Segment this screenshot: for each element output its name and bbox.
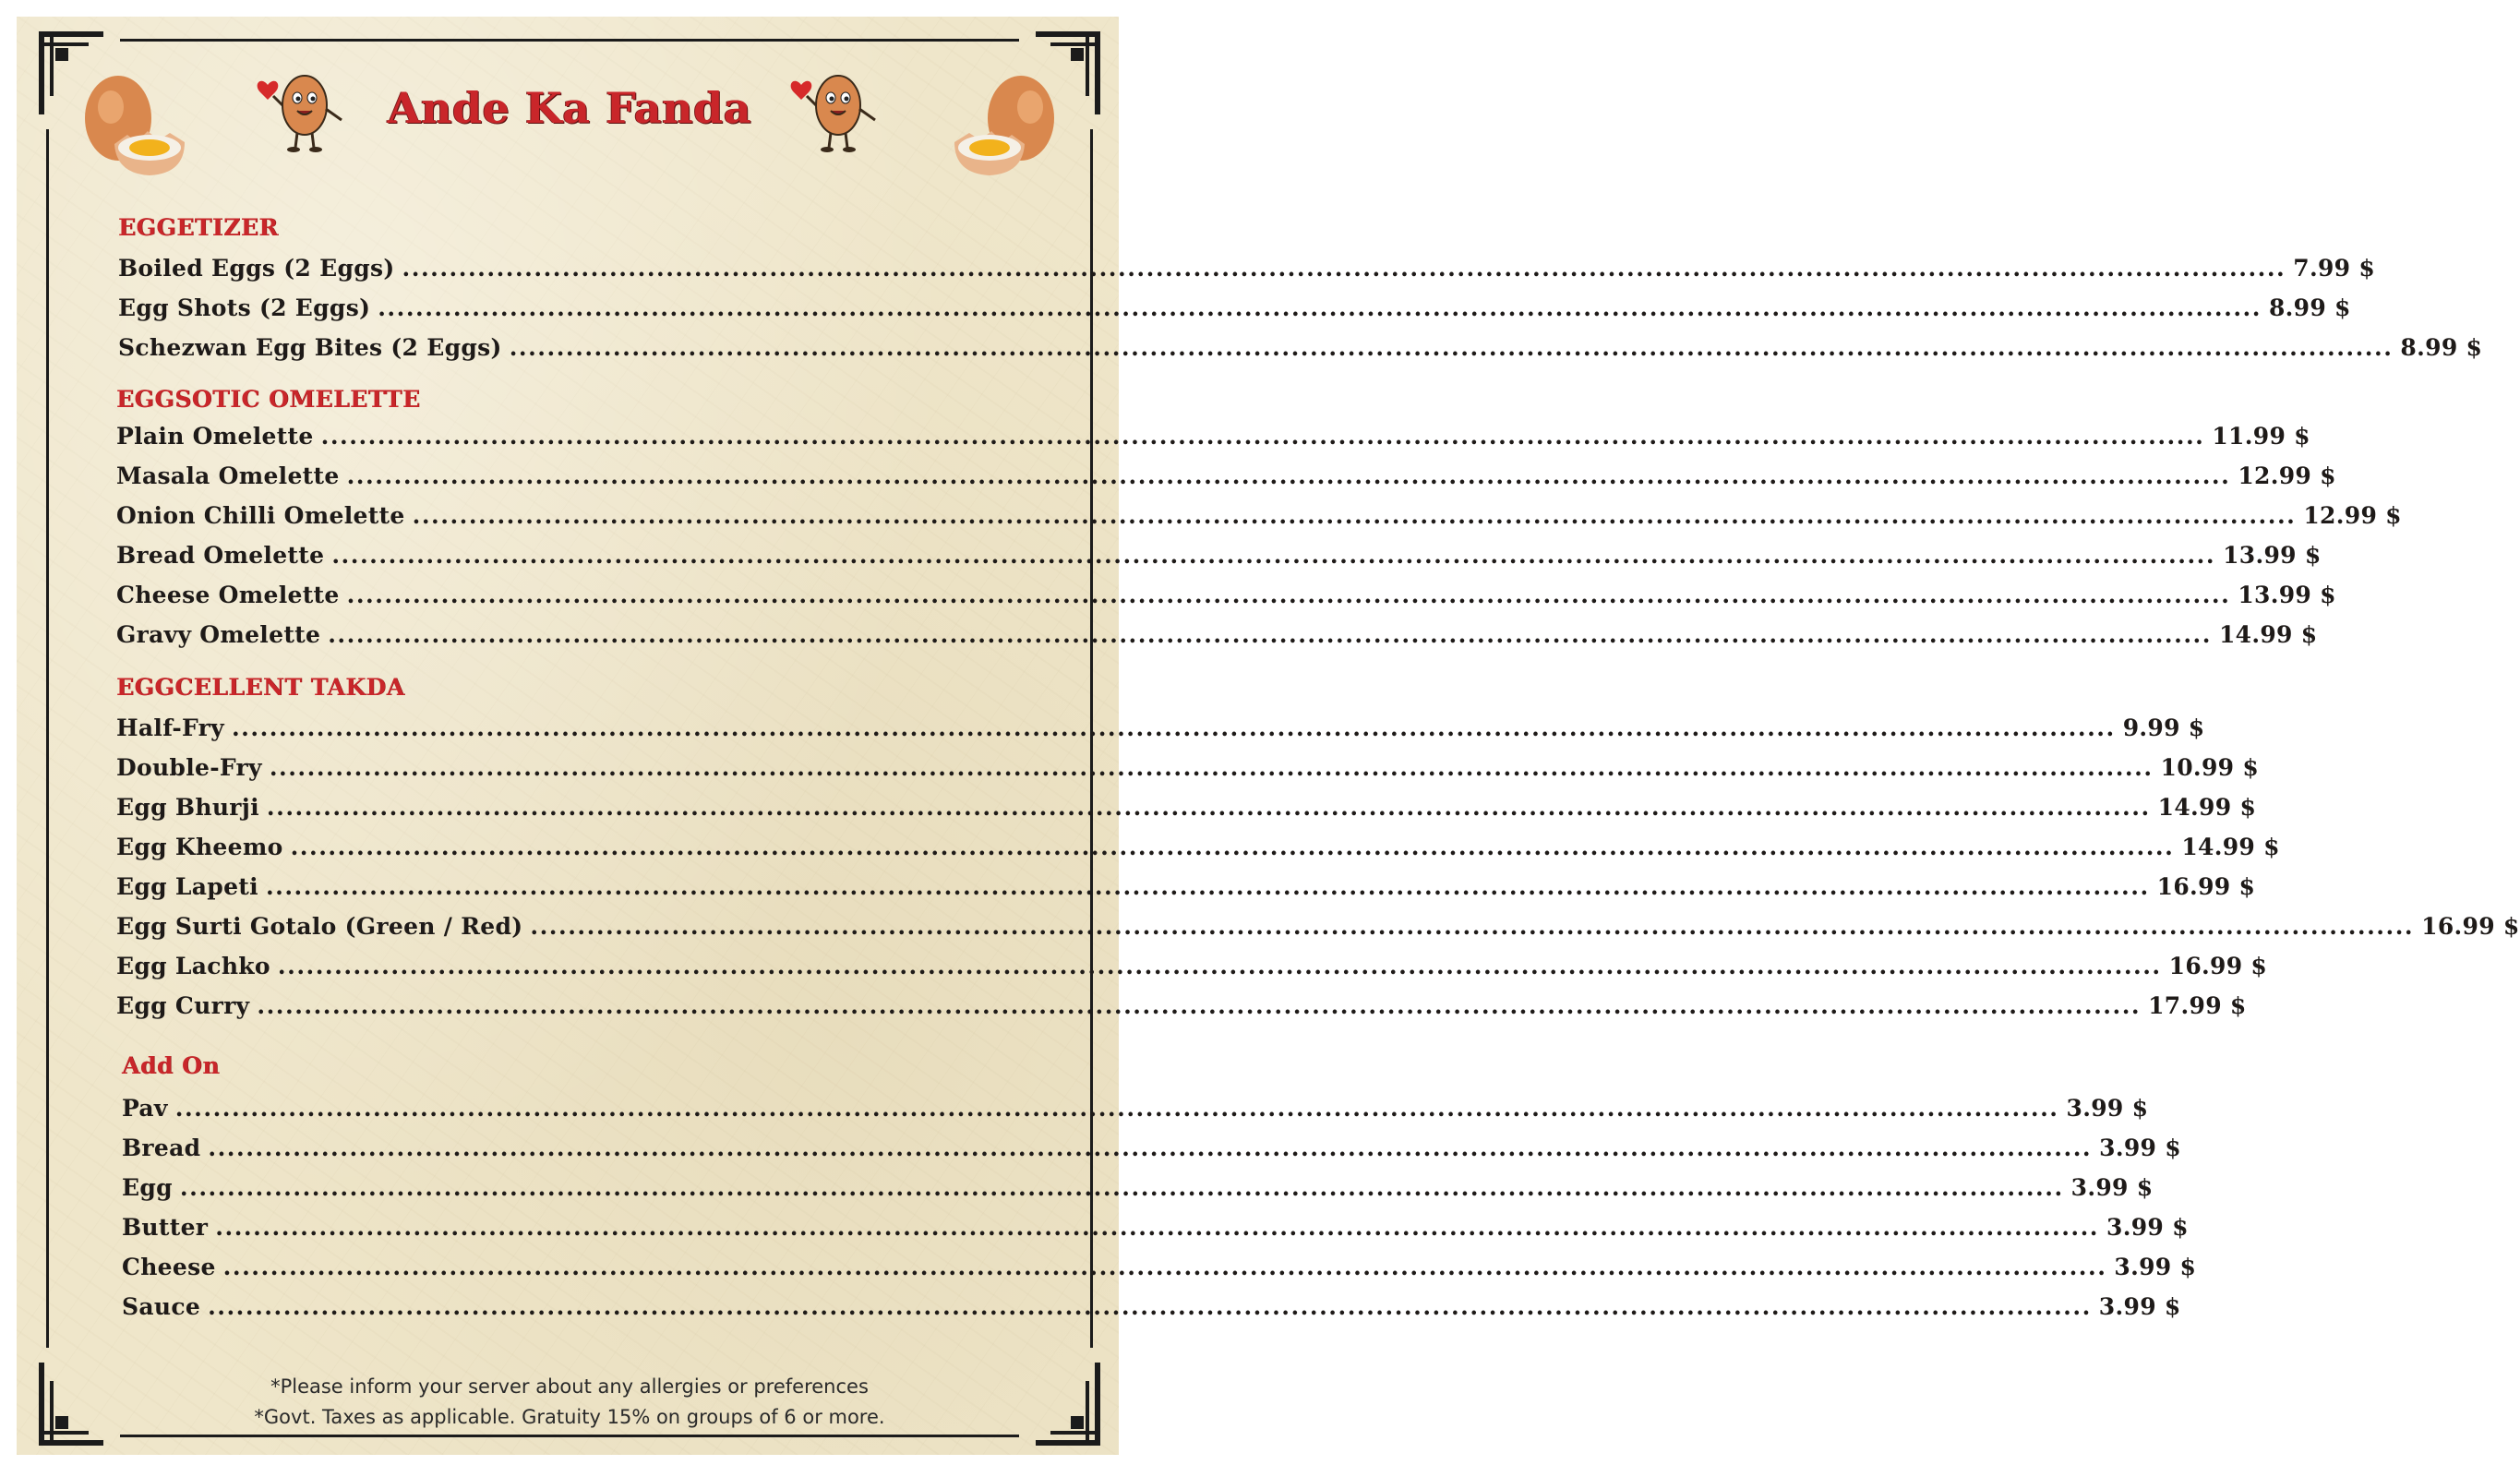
dot-leader: ........................................................................................................................................................................................................ [266,794,2151,821]
item-name: Egg Curry [116,992,250,1019]
menu-item [116,754,2260,786]
frame-left-line [46,129,49,1348]
dot-leader: ........................................................................................................................................................................................................ [222,1254,2107,1280]
menu-item [116,992,2247,1024]
item-name: Egg Shots (2 Eggs) [118,294,371,321]
item-price: 3.99 $ [2070,1174,2154,1201]
item-name: Gravy Omelette [116,621,321,648]
menu-item [116,953,2268,984]
menu-item [116,913,2520,944]
dot-leader: ........................................................................................................................................................................................................ [290,834,2175,860]
item-name: Egg Lachko [116,953,270,979]
dot-leader: ........................................................................................................................................................................................................ [257,992,2142,1019]
item-name: Egg Lapeti [116,873,258,900]
item-price: 3.99 $ [2106,1214,2189,1241]
item-price: 13.99 $ [2223,542,2322,569]
menu-item [122,1095,2149,1126]
menu-item [116,873,2256,905]
item-price: 17.99 $ [2148,992,2247,1019]
item-name: Boiled Eggs (2 Eggs) [118,255,395,282]
menu-item [118,334,2483,366]
item-name: Half-Fry [116,714,224,741]
item-name: Sauce [122,1293,201,1320]
item-price: 14.99 $ [2157,794,2257,821]
menu-item [116,794,2257,825]
dot-leader: ........................................................................................................................................................................................................ [530,913,2415,940]
item-name: Double-Fry [116,754,262,781]
section-title-add-on: Add On [122,1052,221,1079]
item-price: 16.99 $ [2168,953,2268,979]
item-price: 12.99 $ [2303,502,2402,529]
item-price: 16.99 $ [2156,873,2256,900]
dot-leader: ........................................................................................................................................................................................................ [208,1135,2093,1161]
item-name: Pav [122,1095,168,1122]
item-name: Onion Chilli Omelette [116,502,405,529]
dot-leader: ........................................................................................................................................................................................................ [346,462,2231,489]
dot-leader: ........................................................................................................................................................................................................ [402,255,2286,282]
section-title-eggsotic-omelette: EGGSOTIC OMELETTE [116,386,421,413]
frame-bottom-line [120,1435,1019,1437]
frame-top-line [120,39,1019,42]
item-price: 3.99 $ [2098,1293,2181,1320]
item-name: Masala Omelette [116,462,340,489]
menu-item [118,255,2376,286]
dot-leader: ........................................................................................................................................................................................................ [208,1293,2092,1320]
item-price: 3.99 $ [2066,1095,2149,1122]
menu-item [116,621,2318,653]
dot-leader: ........................................................................................................................................................................................................ [269,754,2154,781]
menu-item [116,582,2336,613]
item-price: 3.99 $ [2114,1254,2197,1280]
item-name: Bread [122,1135,201,1161]
menu-item [116,462,2336,494]
item-name: Egg Bhurji [116,794,259,821]
dot-leader: ........................................................................................................................................................................................................ [277,953,2162,979]
menu-item [122,1214,2189,1245]
item-name: Cheese Omelette [116,582,340,608]
section-title-eggcellent-takda: EGGCELLENT TAKDA [116,674,405,701]
menu-item [122,1293,2181,1325]
menu-item [122,1135,2181,1166]
dot-leader: ........................................................................................................................................................................................................ [231,714,2116,741]
menu-item [116,834,2280,865]
item-name: Schezwan Egg Bites (2 Eggs) [118,334,502,361]
item-price: 13.99 $ [2238,582,2336,608]
menu-item [116,423,2310,454]
item-price: 7.99 $ [2293,255,2376,282]
item-name: Cheese [122,1254,216,1280]
item-name: Butter [122,1214,209,1241]
item-name: Bread Omelette [116,542,325,569]
item-price: 14.99 $ [2218,621,2318,648]
dot-leader: ........................................................................................................................................................................................................ [346,582,2231,608]
item-price: 10.99 $ [2160,754,2260,781]
menu-item [118,294,2351,326]
item-name: Egg [122,1174,173,1201]
footnote-allergies: *Please inform your server about any allergies or preferences [270,1375,869,1398]
item-price: 8.99 $ [2268,294,2351,321]
dot-leader: ........................................................................................................................................................................................................ [378,294,2262,321]
dot-leader: ........................................................................................................................................................................................................ [265,873,2150,900]
item-name: Egg Kheemo [116,834,283,860]
menu-item [116,714,2205,746]
item-price: 16.99 $ [2421,913,2520,940]
item-price: 14.99 $ [2181,834,2280,860]
item-price: 9.99 $ [2122,714,2205,741]
item-price: 8.99 $ [2400,334,2483,361]
item-price: 12.99 $ [2238,462,2336,489]
dot-leader: ........................................................................................................................................................................................................ [328,621,2212,648]
section-title-eggetizer: EGGETIZER [118,214,279,241]
menu-title: Ande Ka Fanda [387,83,752,133]
dot-leader: ........................................................................................................................................................................................................ [412,502,2297,529]
menu-item [116,502,2402,534]
item-price: 11.99 $ [2212,423,2310,450]
item-name: Plain Omelette [116,423,314,450]
dot-leader: ........................................................................................................................................................................................................ [215,1214,2100,1241]
dot-leader: ........................................................................................................................................................................................................ [179,1174,2064,1201]
menu-item [116,542,2322,573]
menu-item [122,1254,2197,1285]
dot-leader: ........................................................................................................................................................................................................ [174,1095,2059,1122]
dot-leader: ........................................................................................................................................................................................................ [331,542,2216,569]
dot-leader: ........................................................................................................................................................................................................ [320,423,2205,450]
dot-leader: ........................................................................................................................................................................................................ [509,334,2394,361]
menu-item [122,1174,2154,1206]
item-price: 3.99 $ [2099,1135,2181,1161]
footnote-taxes: *Govt. Taxes as applicable. Gratuity 15% on groups of 6 or more. [254,1406,885,1428]
item-name: Egg Surti Gotalo (Green / Red) [116,913,523,940]
